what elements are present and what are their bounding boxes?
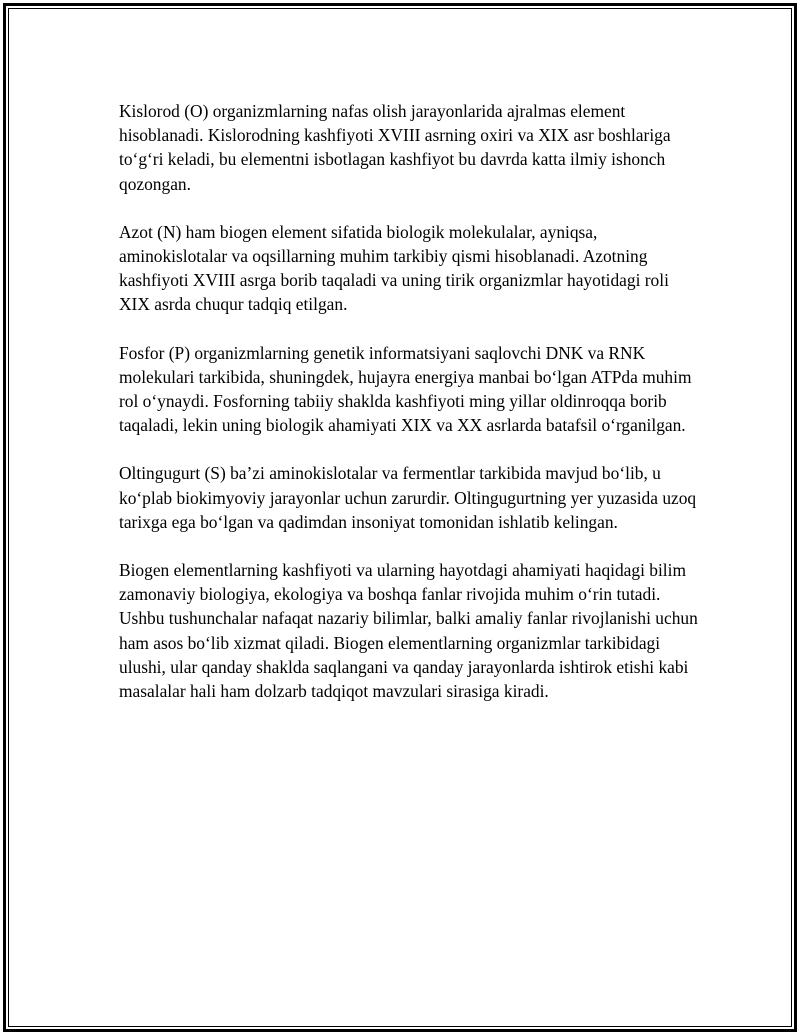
page-border xyxy=(3,3,797,1032)
document-body xyxy=(119,99,699,727)
paragraph-phosphorus: Fosfor (P) organizmlarning genetik informatsiyani saqlovchi DNK va RNK molekulari tarkibida, shuningdek, hujayra energiya manbai bo‘lgan ATPda muhim rol o‘ynaydi. Fosforning tabiiy shaklda kashfiyoti ming yillar oldinroqqa borib taqaladi, lekin uning biologik ahamiyati XIX va XX asrlarda batafsil o‘rganilgan. xyxy=(119,342,692,436)
paragraph-nitrogen: Azot (N) ham biogen element sifatida biologik molekulalar, ayniqsa, aminokislotalar va oqsillarning muhim tarkibiy qismi hisoblanadi. Azotning kashfiyoti XVIII asrga borib taqaladi va uning tirik organizmlar hayotidagi roli XIX asrda chuqur tadqiq etilgan. xyxy=(119,221,669,315)
paragraph-conclusion: Biogen elementlarning kashfiyoti va ularning hayotdagi ahamiyati haqidagi bilim zamonaviy biologiya, ekologiya va boshqa fanlar rivojida muhim o‘rin tutadi. Ushbu tushunchalar nafaqat nazariy bilimlar, balki amaliy fanlar rivojlanishi uchun ham asos bo‘lib xizmat qiladi. Biogen elementlarning organizmlar tarkibidagi ulushi, ular qanday shaklda saqlangani va qanday jarayonlarda ishtirok etishi kabi masalalar hali ham dolzarb tadqiqot mavzulari sirasiga kiradi. xyxy=(119,560,698,702)
paragraph-oxygen: Kislorod (O) organizmlarning nafas olish jarayonlarida ajralmas element hisoblanadi. Kislorodning kashfiyoti XVIII asrning oxiri va XIX asr boshlariga to‘g‘ri keladi, bu elementni isbotlagan kashfiyot bu davrda katta ilmiy ishonch qozongan. xyxy=(119,101,671,194)
paragraph-sulfur: Oltingugurt (S) ba’zi aminokislotalar va fermentlar tarkibida mavjud bo‘lib, u ko‘plab biokimyoviy jarayonlar uchun zarurdir. Oltingugurtning yer yuzasida uzoq tarixga ega bo‘lgan va qadimdan insoniyat tomonidan ishlatib kelingan. xyxy=(119,463,697,532)
